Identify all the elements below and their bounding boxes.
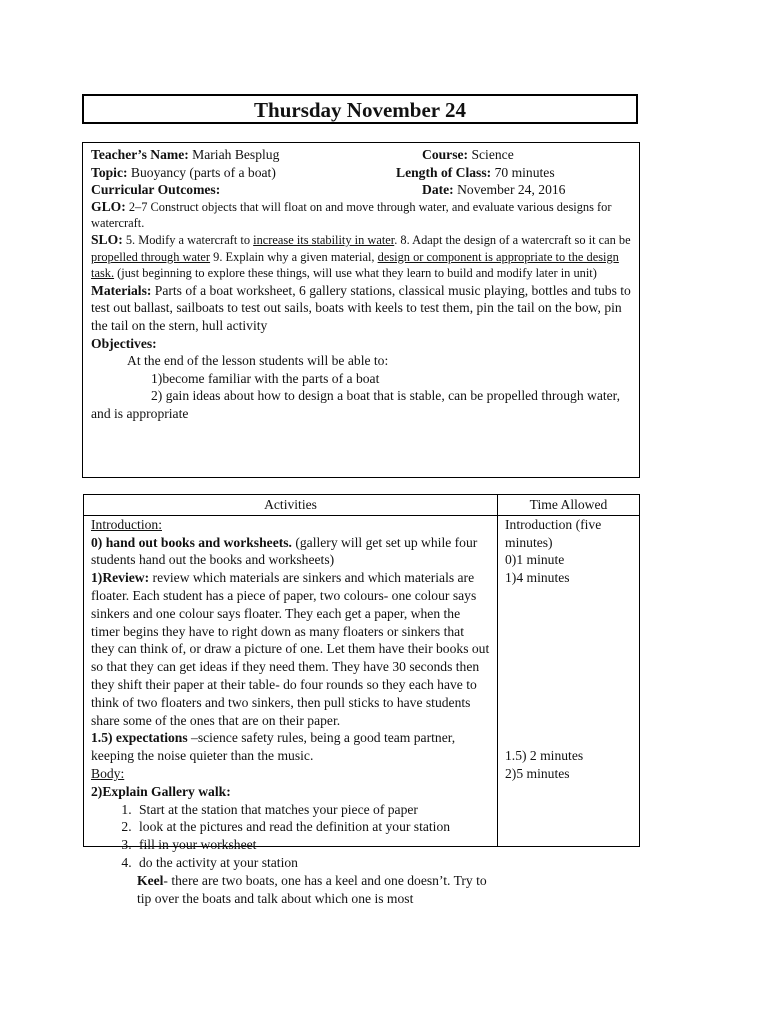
gallery-steps-list (91, 801, 490, 872)
activities-header: Activities (84, 495, 498, 516)
page-title: Thursday November 24 (82, 94, 638, 124)
teacher-value: Mariah Besplug (188, 147, 280, 162)
glo-body: 2–7 Construct objects that will float on and move through water, and evaluate various designs for watercraft. (91, 199, 612, 231)
objectives-intro: At the end of the lesson students will be able to: (127, 353, 389, 369)
slo-underline-2: propelled through water (91, 249, 211, 264)
glo-text (91, 199, 631, 232)
teacher-row (91, 146, 631, 164)
body-heading: Body: (91, 765, 125, 781)
outcomes-label: Curricular Outcomes: (91, 182, 221, 198)
item-1-5 (91, 729, 490, 765)
time-cell (498, 515, 640, 846)
item-2-bold: 2)Explain Gallery walk: (91, 783, 231, 799)
time-header: Time Allowed (498, 495, 640, 516)
activities-row (84, 515, 640, 846)
date-value: November 24, 2016 (453, 182, 566, 198)
item-1-text: review which materials are sinkers and which materials are floater. Each student has a piece of paper, two colours- one colour says sinkers and one colour says floater. They each get a paper, when the timer begins they have to right down as many floaters or sinkers that they can think of, or draw a picture of one. Let them have their books out so that they can get ideas if they need them. They have 30 seconds then they shift their paper at their table- do four rounds so they each have to think of two floaters and two sinkers, then pull sticks to have students share some of the ones that are on their paper. (91, 570, 490, 728)
keel-bold: Keel (137, 872, 164, 888)
lesson-info-box (82, 142, 640, 478)
course-label: Course: (422, 147, 469, 162)
topic-label: Topic: (91, 164, 128, 180)
slo-part-d: (just beginning to explore these things, will use what they learn to build and modify later in unit) (114, 266, 597, 281)
time-item-1-5: 1.5) 2 minutes (505, 747, 584, 763)
topic-value: Buoyancy (parts of a boat) (127, 164, 276, 180)
slo-underline-1: increase its stability in water (253, 232, 395, 247)
item-0 (91, 534, 490, 570)
materials-body: Parts of a boat worksheet, 6 gallery stations, classical music playing, bottles and tubs to test out ballast, sailboats to test out sails, boats with keels to test them, pin the tail on the bow, pin the tail on the stern, hull activity (91, 282, 631, 333)
item-0-text: (gallery will get set up while four students hand out the books and worksheets) (91, 534, 478, 568)
slo-label: SLO: (91, 231, 123, 247)
outcomes-row (91, 181, 631, 199)
objectives-heading: Objectives: (91, 335, 157, 351)
keel-station (91, 872, 490, 908)
table-header-row (84, 495, 640, 516)
time-intro: Introduction (five minutes) (505, 516, 602, 550)
intro-heading: Introduction: (91, 516, 162, 532)
objective-1: 1)become familiar with the parts of a boat (151, 370, 380, 386)
slo-part-a: 5. Modify a watercraft to (122, 232, 254, 247)
topic-row (91, 164, 631, 182)
slo-underline-3: design or component is appropriate to the design task. (91, 249, 619, 281)
course-value: Science (468, 147, 514, 162)
list-item: 3. fill in your worksheet (135, 836, 490, 854)
item-1 (91, 569, 490, 729)
slo-text (91, 232, 631, 282)
keel-text: - there are two boats, one has a keel and one doesn’t. Try to tip over the boats and talk about which one is most (137, 872, 487, 906)
length-value: 70 minutes (491, 164, 555, 180)
date-label: Date: (422, 182, 454, 198)
item-0-bold: 0) hand out books and worksheets. (91, 534, 292, 550)
list-item: 4. do the activity at your station (135, 854, 490, 872)
objectives-label (91, 335, 631, 353)
item-1-5-text: –science safety rules, being a good team partner, keeping the noise quieter than the music. (91, 730, 456, 764)
time-item-0: 0)1 minute (505, 552, 565, 568)
teacher-label: Teacher’s Name: (91, 147, 189, 162)
materials-text (91, 282, 631, 335)
materials-label: Materials: (91, 282, 152, 298)
list-item: 2. look at the pictures and read the definition at your station (135, 818, 490, 836)
time-item-1: 1)4 minutes (505, 570, 570, 586)
activities-cell (84, 515, 498, 906)
slo-part-c: 9. Explain why a given material, (210, 249, 378, 264)
time-item-2: 2)5 minutes (505, 765, 570, 781)
length-label: Length of Class: (396, 164, 492, 180)
glo-label: GLO: (91, 198, 126, 214)
activities-table (83, 494, 640, 906)
item-1-bold: 1)Review: (91, 570, 150, 586)
list-item: 1. Start at the station that matches your piece of paper (135, 801, 490, 819)
item-1-5-bold: 1.5) expectations (91, 730, 188, 746)
objective-2-text: 2) gain ideas about how to design a boat that is stable, can be propelled through water, and is appropriate (91, 388, 621, 421)
slo-part-b: . 8. Adapt the design of a watercraft so it can be (394, 232, 631, 247)
objective-2 (91, 387, 631, 422)
